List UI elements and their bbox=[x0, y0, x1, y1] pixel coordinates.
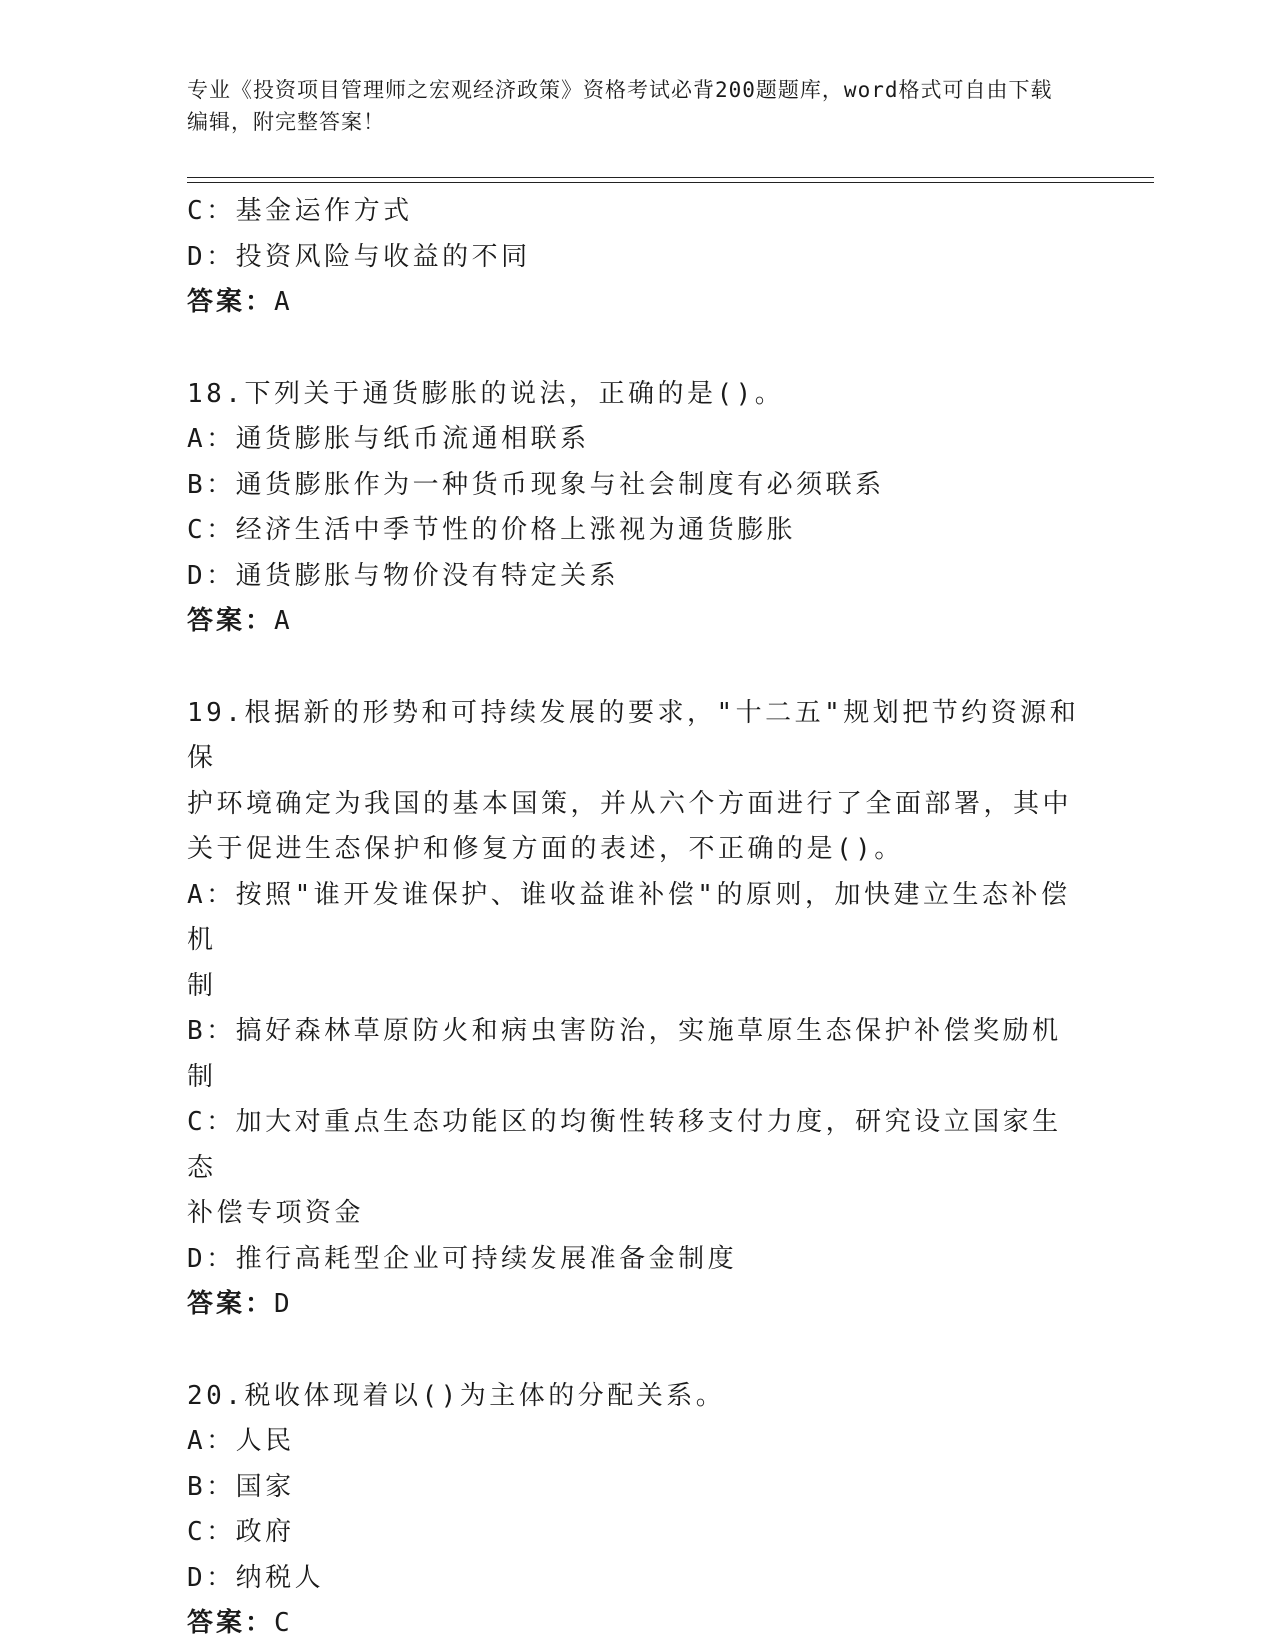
header-rule-bottom bbox=[187, 182, 1154, 183]
answer-value: A bbox=[274, 287, 292, 317]
option-a-line-2: 制 bbox=[187, 970, 217, 1001]
option-a: A：人民 bbox=[187, 1426, 295, 1456]
option-d: D：纳税人 bbox=[187, 1562, 325, 1593]
question-stem-line-1: 19.根据新的形势和可持续发展的要求，"十二五"规划把节约资源和保 bbox=[187, 697, 1080, 773]
option-c: C：基金运作方式 bbox=[187, 196, 413, 226]
question-18 bbox=[187, 372, 1087, 645]
option-d: D：推行高耗型企业可持续发展准备金制度 bbox=[187, 1243, 738, 1274]
answer bbox=[187, 599, 1087, 645]
answer bbox=[187, 1601, 1087, 1647]
option-c: C：经济生活中季节性的价格上涨视为通货膨胀 bbox=[187, 515, 797, 545]
option-b: B：国家 bbox=[187, 1471, 295, 1502]
option-a-line-1: A：按照"谁开发谁保护、谁收益谁补偿"的原则，加快建立生态补偿机 bbox=[187, 879, 1071, 955]
question-20 bbox=[187, 1374, 1087, 1647]
question-list bbox=[187, 189, 1087, 1647]
question-17-tail bbox=[187, 189, 1087, 326]
answer bbox=[187, 280, 1087, 326]
answer bbox=[187, 1282, 1087, 1328]
question-stem: 18.下列关于通货膨胀的说法，正确的是()。 bbox=[187, 378, 785, 409]
document-header: 专业《投资项目管理师之宏观经济政策》资格考试必背200题题库，word格式可自由下载编辑，附完整答案！ bbox=[187, 78, 1053, 134]
option-d: D：投资风险与收益的不同 bbox=[187, 241, 531, 272]
question-stem: 20.税收体现着以()为主体的分配关系。 bbox=[187, 1380, 726, 1411]
answer-value: A bbox=[274, 606, 292, 636]
answer-value: C bbox=[274, 1608, 292, 1638]
option-d: D：通货膨胀与物价没有特定关系 bbox=[187, 560, 620, 591]
answer-label: 答案： bbox=[187, 287, 275, 317]
question-stem-line-2: 护环境确定为我国的基本国策，并从六个方面进行了全面部署，其中 bbox=[187, 788, 1073, 819]
answer-label: 答案： bbox=[187, 1608, 275, 1638]
option-c: C：政府 bbox=[187, 1517, 295, 1547]
option-b: B：通货膨胀作为一种货币现象与社会制度有必须联系 bbox=[187, 469, 885, 500]
header-rule-top bbox=[187, 177, 1154, 178]
option-b: B：搞好森林草原防火和病虫害防治，实施草原生态保护补偿奖励机制 bbox=[187, 1016, 1062, 1092]
option-a: A：通货膨胀与纸币流通相联系 bbox=[187, 424, 590, 454]
answer-label: 答案： bbox=[187, 1289, 275, 1319]
question-19 bbox=[187, 691, 1087, 1328]
answer-value: D bbox=[274, 1289, 292, 1319]
option-c-line-1: C：加大对重点生态功能区的均衡性转移支付力度，研究设立国家生态 bbox=[187, 1107, 1062, 1183]
option-c-line-2: 补偿专项资金 bbox=[187, 1198, 365, 1228]
question-stem-line-3: 关于促进生态保护和修复方面的表述，不正确的是()。 bbox=[187, 834, 904, 864]
answer-label: 答案： bbox=[187, 606, 275, 636]
